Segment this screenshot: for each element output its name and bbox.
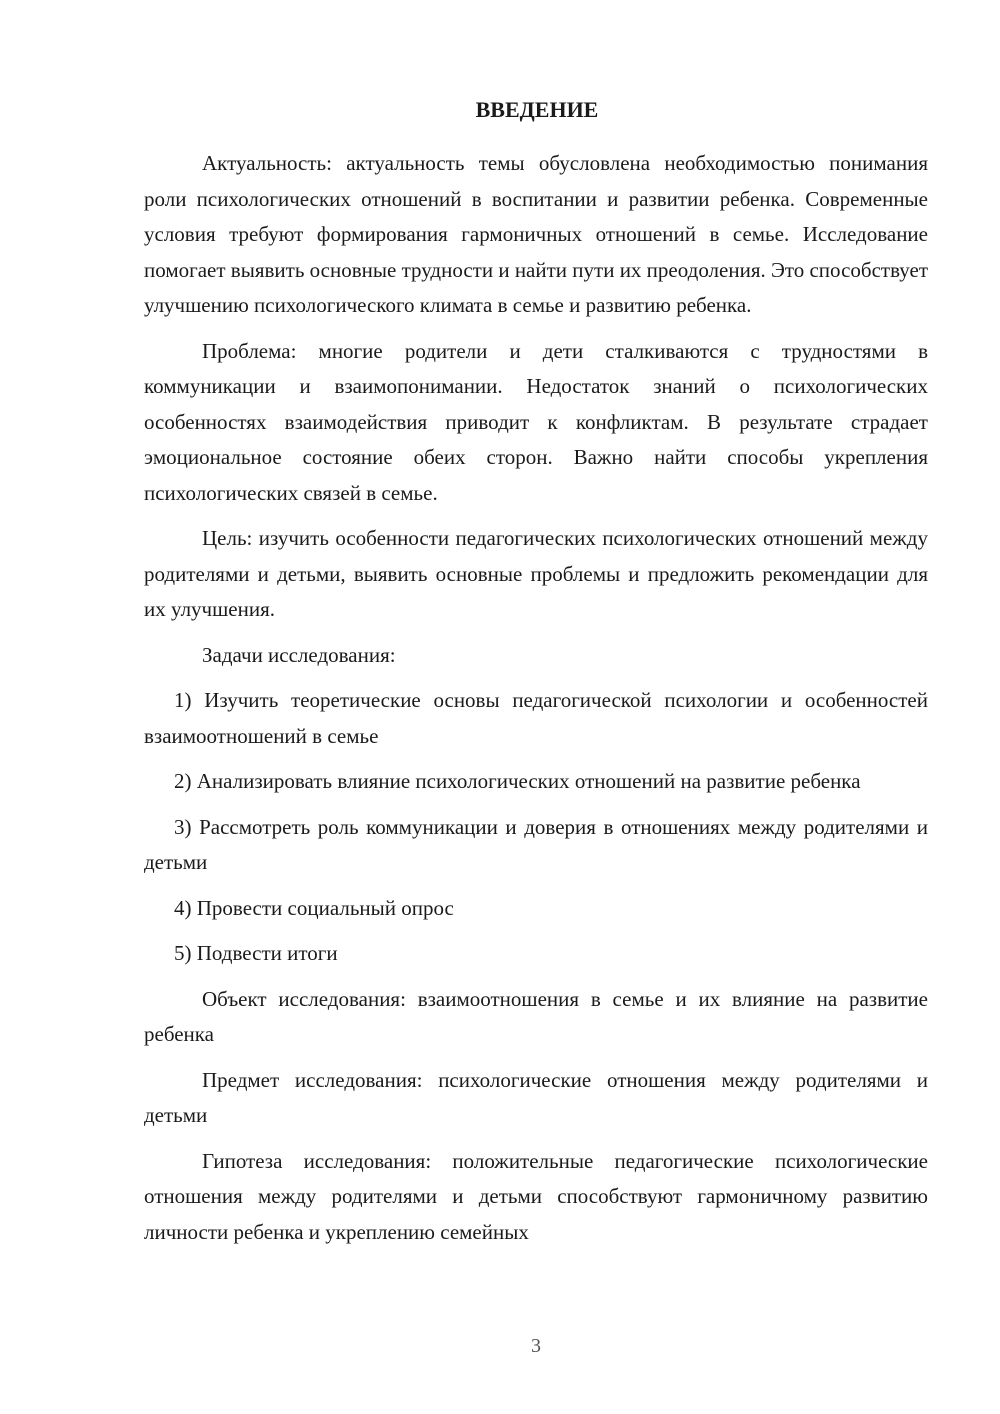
tasks-heading: Задачи исследования: <box>202 642 396 667</box>
task-item: 2) Анализировать влияние психологических отношений на развитие ребенка <box>174 769 861 793</box>
task-item: 5) Подвести итоги <box>174 941 338 965</box>
hypothesis-paragraph: Гипотеза исследования: положительные педагогические психологические отношения между родителями и детьми способствуют гармоничному развитию личности ребенка и укреплению семейных <box>144 1148 928 1244</box>
subject-paragraph: Предмет исследования: психологические отношения между родителями и детьми <box>144 1067 928 1127</box>
problem-paragraph: Проблема: многие родители и дети сталкиваются с трудностями в коммуникации и взаимопонимании. Недостаток знаний о психологических особенностях взаимодействия приводит к конфликтам. В результате страдает эмоциональное состояние обеих сторон. Важно найти способы укрепления психологических связей в семье. <box>144 338 928 505</box>
page-content <box>144 96 928 1250</box>
section-title: ВВЕДЕНИЕ <box>475 97 599 122</box>
object-paragraph: Объект исследования: взаимоотношения в семье и их влияние на развитие ребенка <box>144 986 928 1046</box>
relevance-paragraph: Актуальность: актуальность темы обусловлена необходимостью понимания роли психологических отношений в воспитании и развитии ребенка. Современные условия требуют формирования гармоничных отношений в семье. Исследование помогает выявить основные трудности и найти пути их преодоления. Это способствует улучшению психологического климата в семье и развитию ребенка. <box>144 151 928 317</box>
goal-paragraph: Цель: изучить особенности педагогических психологических отношений между родителями и детьми, выявить основные проблемы и предложить рекомендации для их улучшения. <box>144 526 928 621</box>
task-item: 4) Провести социальный опрос <box>174 895 454 920</box>
task-item: 3) Рассмотреть роль коммуникации и доверия в отношениях между родителями и детьми <box>144 814 928 874</box>
task-item: 1) Изучить теоретические основы педагогической психологии и особенностей взаимоотношений в семье <box>144 688 928 748</box>
page-number: 3 <box>531 1335 541 1357</box>
